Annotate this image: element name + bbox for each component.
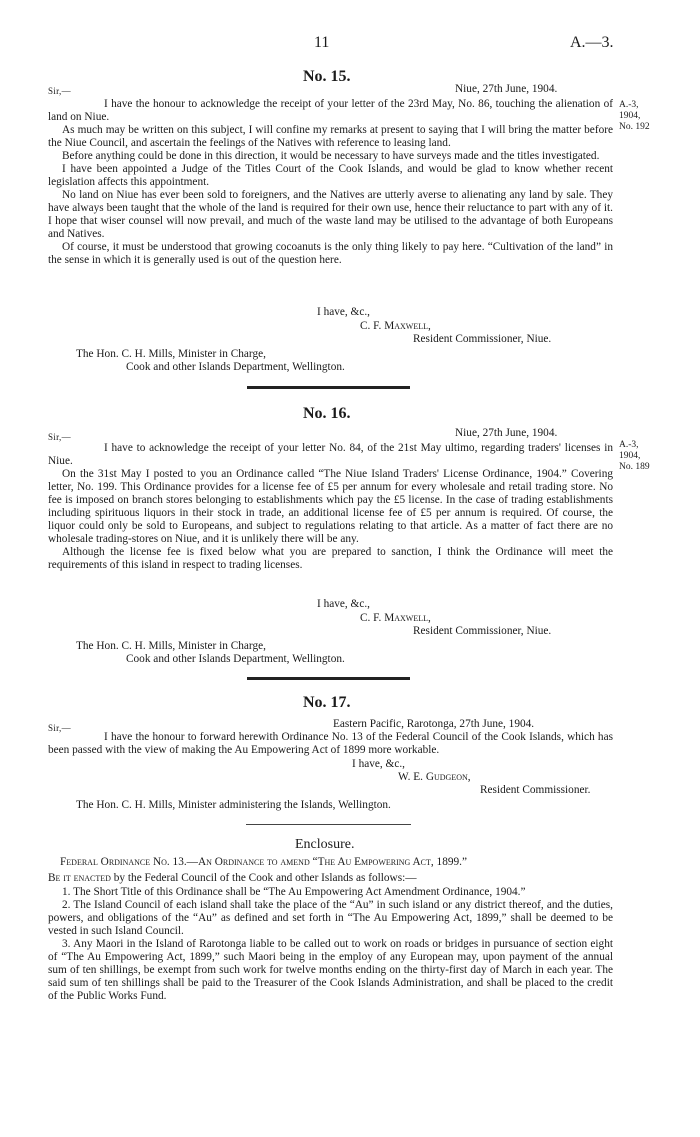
paragraph: Before anything could be done in this direction, it would be necessary to have surveys made and the titles investigated.: [62, 150, 600, 162]
section-divider: [246, 824, 411, 825]
signatory-title: Resident Commissioner, Niue.: [413, 333, 552, 345]
paragraph: I have the honour to acknowledge the receipt of your letter of the 23rd May, No. 86, touching the alienation of land on Niue.: [48, 98, 613, 123]
clause: 1. The Short Title of this Ordinance shall be “The Au Empowering Act Amendment Ordinance, 1904.”: [62, 886, 526, 898]
letter-title: No. 17.: [303, 694, 351, 711]
closing: I have, &c.,: [317, 598, 371, 610]
enacting-rest: by the Federal Council of the Cook and other Islands as follows:—: [113, 872, 417, 884]
letter-body: [48, 442, 613, 572]
signatory: W. E. Gudgeon,: [398, 771, 471, 783]
addressee-department: Cook and other Islands Department, Wellington.: [126, 653, 345, 665]
place-date: Niue, 27th June, 1904.: [455, 427, 558, 439]
signatory: C. F. Maxwell,: [360, 320, 431, 332]
margin-note: A.-3, 1904, No. 189: [619, 440, 650, 472]
salutation: Sir,—: [48, 86, 71, 96]
letter-body: [48, 98, 613, 267]
paragraph: No land on Niue has ever been sold to foreigners, and the Natives are utterly averse to alienating any land by sale. They have always been taught that the whole of the land is required for their own use, hence their reluctance to part with any of it. I hope that wiser counsel will now prevail, and much of the waste land may be utilised to the advantage of both Europeans and Natives.: [48, 189, 613, 240]
letter-title: No. 16.: [303, 405, 351, 422]
place-date: Eastern Pacific, Rarotonga, 27th June, 1904.: [333, 718, 535, 730]
closing: I have, &c.,: [352, 758, 406, 770]
paragraph: I have the honour to forward herewith Ordinance No. 13 of the Federal Council of the Cook Islands, which has been passed with the view of making the Au Empowering Act of 1899 more workable.: [48, 731, 613, 756]
salutation: Sir,—: [48, 432, 71, 442]
closing: I have, &c.,: [317, 306, 371, 318]
margin-note: A.-3, 1904, No. 192: [619, 100, 650, 132]
signatory-title: Resident Commissioner, Niue.: [413, 625, 552, 637]
signatory-title: Resident Commissioner.: [480, 784, 591, 796]
paragraph: I have been appointed a Judge of the Titles Court of the Cook Islands, and would be glad to know whether recent legislation affects this appointment.: [48, 163, 613, 188]
paragraph: I have to acknowledge the receipt of your letter No. 84, of the 21st May ultimo, regarding traders' licenses in Niue.: [48, 442, 613, 467]
ordinance-heading: Federal Ordinance No. 13.—An Ordinance to amend “The Au Empowering Act, 1899.”: [60, 856, 467, 868]
section-divider: [247, 677, 410, 680]
addressee-department: Cook and other Islands Department, Wellington.: [126, 361, 345, 373]
addressee: The Hon. C. H. Mills, Minister in Charge,: [76, 640, 266, 652]
clause: 2. The Island Council of each island shall take the place of the “Au” in such island or any district thereof, and the duties, powers, and obligations of the “Au” as defined and set forth in “The Au Empowering Act, 1899,” shall be deemed to be vested in such Island Council.: [48, 899, 613, 937]
page-number: 11: [314, 34, 330, 51]
addressee: The Hon. C. H. Mills, Minister administering the Islands, Wellington.: [76, 799, 391, 811]
letter-body: [48, 731, 613, 757]
signatory: C. F. Maxwell,: [360, 612, 431, 624]
enacting-words: Be it enacted: [48, 872, 111, 884]
clause: 3. Any Maori in the Island of Rarotonga liable to be called out to work on roads or bridges in pursuance of section eight of “The Au Empowering Act, 1899,” such Maori being in the employ of any European may, upon payment of the annual sum of ten shillings, be exempt from such work for twelve months ending on the thirty-first day of March in each year. The said sum of ten shillings shall be paid to the Treasurer of the Cook Islands Administration, and shall be placed to the credit of the Public Works Fund.: [48, 938, 613, 1002]
addressee: The Hon. C. H. Mills, Minister in Charge,: [76, 348, 266, 360]
enclosure-title: Enclosure.: [295, 837, 355, 852]
place-date: Niue, 27th June, 1904.: [455, 83, 558, 95]
salutation: Sir,—: [48, 723, 71, 733]
enacting-clause: [48, 872, 417, 884]
ordinance-clauses: [48, 886, 613, 1003]
paragraph: As much may be written on this subject, I will confine my remarks at present to saying that I will bring the matter before the Niue Council, and ascertain the feelings of the Natives with reference to leasing land.: [48, 124, 613, 149]
paragraph: Although the license fee is fixed below what you are prepared to sanction, I think the Ordinance will meet the requirements of this island in respect to trading licenses.: [48, 546, 613, 571]
paragraph: Of course, it must be understood that growing cocoanuts is the only thing likely to pay here. “Cultivation of the land” in the sense in which it is generally used is out of the question here.: [48, 241, 613, 266]
paragraph: On the 31st May I posted to you an Ordinance called “The Niue Island Traders' License Ordinance, 1904.” Covering letter, No. 199. This Ordinance provides for a license fee of £5 per annum for every wholesale and retail trading store. No fee is imposed on branch stores belonging to establishments which pay the £5 license. In the case of trading establishments including spirituous liquors in their stock in trade, an additional license fee of £5 per annum is required. Of course, the liquor could only be sold to Europeans, and subject to regulations relating to that article. As a matter of fact there are no wholesale trading-stores on Niue, and it is unlikely there will be any.: [48, 468, 613, 545]
document-reference: A.—3.: [570, 34, 614, 51]
section-divider: [247, 386, 410, 389]
letter-title: No. 15.: [303, 68, 351, 85]
